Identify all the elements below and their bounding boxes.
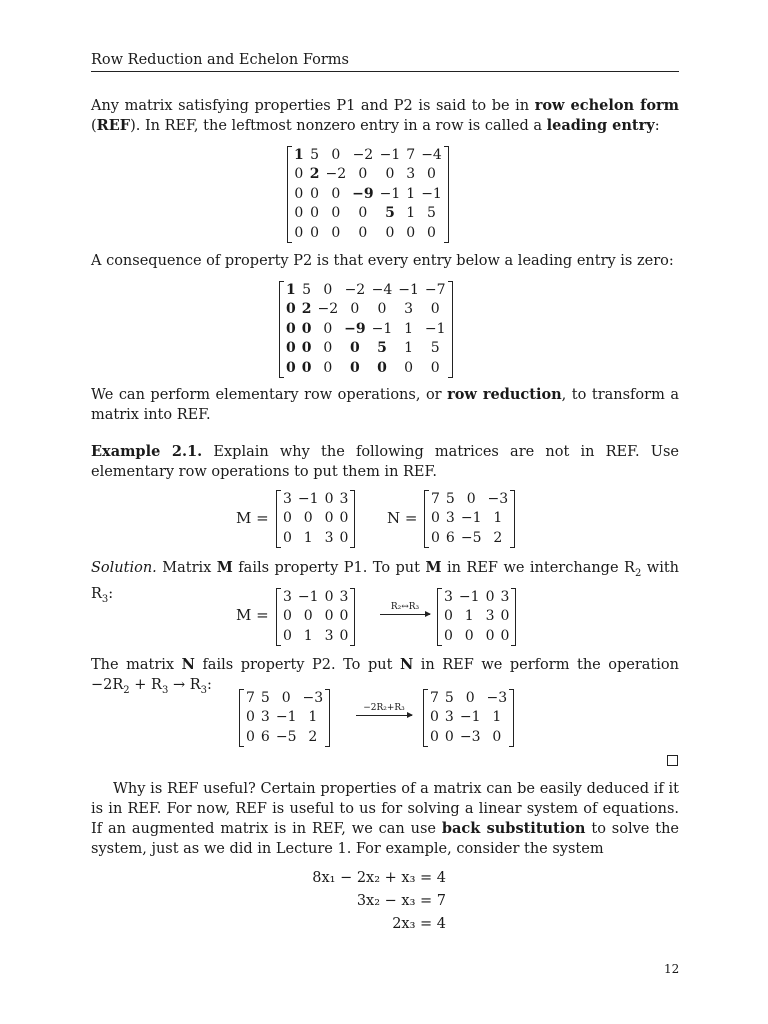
matrix-cell: 0 — [303, 510, 313, 527]
matrix-cell: 2 — [309, 166, 320, 183]
matrix-row — [243, 708, 326, 727]
matrix-cell: 0 — [350, 340, 360, 357]
matrix-zeros-below-leading — [279, 281, 453, 378]
paragraph-consequence: A consequence of property P2 is that every entry below a leading entry is zero: — [91, 253, 674, 269]
matrix-cell: 0 — [310, 185, 320, 202]
matrix-cell: 1 — [464, 608, 474, 625]
matrix-cell: −3 — [302, 690, 324, 706]
text: in REF we perform the operation −2R — [91, 657, 679, 693]
matrix-cell: 0 — [465, 690, 475, 706]
matrix-cell: 0 — [323, 340, 333, 357]
matrix-cell: 5 — [385, 205, 395, 222]
matrix-cell: 0 — [385, 224, 395, 241]
matrix-row — [291, 146, 445, 165]
running-header: Row Reduction and Echelon Forms — [91, 52, 349, 68]
matrix-cell: 0 — [350, 359, 360, 376]
matrix-cell: 0 — [323, 320, 333, 337]
matrix-cell: 5 — [444, 690, 454, 706]
matrix-cell: 0 — [485, 627, 495, 644]
matrix-cell: 3 — [283, 589, 292, 605]
example-statement — [91, 442, 679, 482]
matrix-cell: 0 — [427, 224, 436, 241]
text: → R — [168, 677, 201, 693]
matrix-cell: −1 — [379, 147, 401, 163]
matrix-row — [283, 359, 449, 378]
matrix-cell: 0 — [404, 359, 414, 376]
matrix-n — [424, 490, 515, 548]
text: Matrix — [156, 560, 217, 576]
matrix-cell: −1 — [459, 709, 481, 726]
matrix-cell: 1 — [492, 709, 502, 726]
matrix-cell: 0 — [358, 166, 368, 183]
matrix-row — [427, 728, 510, 747]
matrix-cell: 3 — [485, 608, 495, 625]
matrix-cell: 0 — [294, 205, 304, 222]
text: fails property P2. To put — [194, 657, 400, 673]
matrix-cell: 1 — [294, 147, 304, 163]
matrix-cell: 0 — [430, 301, 440, 318]
matrix-cell: −2 — [325, 166, 347, 183]
matrix-cell: 0 — [331, 185, 341, 202]
matrix-cell: 5 — [445, 491, 455, 507]
matrix-cell: 0 — [310, 224, 320, 241]
matrix-row — [280, 490, 351, 509]
matrix-row — [441, 588, 512, 607]
matrix-cell: −5 — [460, 529, 482, 546]
matrix-cell: 0 — [286, 359, 296, 376]
matrix-cell: 6 — [445, 529, 455, 546]
matrix-cell: 0 — [444, 608, 453, 625]
matrix-cell: 1 — [406, 205, 416, 222]
matrix-cell: −3 — [486, 690, 508, 706]
matrix-cell: 5 — [302, 282, 312, 298]
matrix-cell: −1 — [379, 185, 401, 202]
matrix-row — [291, 185, 445, 204]
equation-3: 2x₃ = 4 — [392, 916, 446, 932]
subscript: 2 — [634, 567, 642, 579]
matrix-row — [280, 627, 351, 646]
matrix-cell: 7 — [246, 690, 255, 706]
matrix-row — [243, 689, 326, 708]
matrix-cell: 0 — [286, 340, 296, 357]
matrix-cell: −5 — [275, 728, 297, 745]
matrix-cell: 7 — [431, 491, 440, 507]
matrix-cell: 0 — [283, 529, 292, 546]
matrix-cell: 0 — [466, 491, 476, 507]
matrix-cell: 5 — [310, 147, 320, 163]
matrix-cell: 3 — [445, 510, 455, 527]
matrix-grid — [243, 689, 326, 747]
matrix-cell: 1 — [404, 340, 414, 357]
term-row-reduction: row reduction — [447, 386, 562, 403]
matrix-cell: 0 — [286, 301, 296, 318]
matrix-cell: 0 — [281, 690, 291, 706]
qed-box-icon — [667, 755, 678, 766]
matrix-cell: 1 — [493, 510, 503, 527]
matrix-cell: 0 — [323, 359, 333, 376]
matrix-row — [283, 300, 449, 319]
matrix-ref-example — [287, 146, 449, 243]
matrix-cell: −4 — [421, 147, 442, 163]
text: : — [654, 118, 660, 134]
matrix-cell: −2 — [317, 301, 339, 318]
matrix-cell: 0 — [431, 510, 440, 527]
subscript: 3 — [161, 684, 169, 696]
matrix-cell: −3 — [487, 491, 509, 507]
matrix-cell: 0 — [331, 205, 341, 222]
matrix-row — [280, 588, 351, 607]
text: : — [108, 585, 114, 602]
matrix-row — [428, 529, 511, 548]
matrix-cell: 0 — [324, 491, 334, 507]
matrix-cell: 0 — [339, 529, 349, 546]
row-operation-arrow — [356, 703, 412, 716]
matrix-cell: 0 — [303, 608, 313, 625]
term-back-substitution: back substitution — [441, 820, 586, 837]
matrix-n-before — [239, 689, 330, 747]
matrix-cell: 0 — [430, 709, 439, 726]
matrix-cell: −1 — [421, 185, 442, 202]
matrix-row — [283, 339, 449, 358]
matrix-cell: 3 — [444, 709, 454, 726]
text: We can perform elementary row operations, or — [91, 387, 448, 403]
paragraph-ref-definition — [91, 96, 679, 136]
matrix-cell: 3 — [406, 166, 416, 183]
matrix-cell: 0 — [444, 627, 453, 644]
arrow-icon — [380, 614, 430, 615]
matrix-cell: −1 — [297, 491, 319, 507]
matrix-cell: 0 — [427, 166, 436, 183]
term-ref: REF — [96, 117, 131, 134]
paragraph-row-reduction — [91, 385, 679, 425]
matrix-n-after — [423, 689, 514, 747]
text: N — [399, 656, 414, 673]
arrow-label: −2R₂+R₃ — [363, 703, 405, 713]
solution-label: Solution. — [91, 560, 157, 576]
matrix-cell: 6 — [260, 728, 270, 745]
matrix-cell: 2 — [493, 529, 503, 546]
matrix-cell: 0 — [324, 589, 334, 605]
text: to solve the system, just as we did in Lecture 1. For example, consider the system — [91, 821, 679, 857]
matrix-cell: −1 — [460, 510, 482, 527]
matrix-cell: 3 — [260, 709, 270, 726]
matrix-cell: 0 — [246, 728, 255, 745]
matrix-cell: 0 — [283, 627, 292, 644]
matrix-row — [283, 281, 449, 300]
matrix-cell: −1 — [275, 709, 297, 726]
header-rule — [91, 71, 679, 72]
matrix-grid — [280, 588, 351, 646]
matrix-cell: 5 — [430, 340, 440, 357]
text: , to transform a matrix into REF. — [91, 387, 679, 423]
matrix-cell: 3 — [324, 529, 334, 546]
matrix-row — [280, 607, 351, 626]
matrix-cell: 3 — [324, 627, 334, 644]
matrix-m-before — [276, 588, 355, 646]
text: in REF we interchange R — [441, 560, 635, 576]
matrix-cell: 3 — [339, 491, 349, 507]
matrix-cell: 0 — [430, 728, 439, 745]
matrix-row — [280, 529, 351, 548]
matrix-cell: 7 — [430, 690, 439, 706]
matrix-cell: 0 — [331, 147, 341, 163]
text: ( — [91, 118, 97, 134]
matrix-cell: 0 — [283, 608, 292, 625]
matrix-cell: −9 — [352, 185, 374, 202]
matrix-cell: 5 — [377, 340, 387, 357]
matrix-cell: 2 — [301, 301, 312, 318]
text: : — [207, 677, 212, 693]
text: with R — [91, 560, 679, 602]
matrix-cell: 0 — [406, 224, 416, 241]
equation-2: 3x₂ − x₃ = 7 — [356, 893, 446, 909]
matrix-row — [291, 224, 445, 243]
matrix-cell: 0 — [331, 224, 341, 241]
matrix-cell: −1 — [371, 320, 393, 337]
arrow-label: R₂↔R₃ — [390, 602, 420, 612]
matrix-cell: 0 — [301, 320, 312, 337]
matrix-cell: −1 — [424, 320, 446, 337]
matrix-cell: 3 — [404, 301, 414, 318]
matrix-cell: −2 — [352, 147, 374, 163]
arrow-icon — [356, 715, 412, 716]
matrix-cell: −7 — [424, 282, 446, 298]
matrix-cell: 3 — [444, 589, 453, 605]
matrix-cell: 0 — [485, 589, 495, 605]
matrix-grid — [283, 281, 449, 378]
matrix-row — [428, 490, 511, 509]
matrix-cell: 1 — [406, 185, 416, 202]
matrix-grid — [291, 146, 445, 243]
matrix-row — [428, 509, 511, 528]
matrix-row — [427, 689, 510, 708]
matrix-cell: −1 — [398, 282, 419, 298]
text: N — [181, 656, 195, 673]
linear-system — [300, 867, 446, 936]
matrix-cell: 1 — [303, 529, 313, 546]
matrix-grid — [427, 689, 510, 747]
matrix-row — [441, 607, 512, 626]
matrix-cell: 5 — [427, 205, 436, 222]
matrix-cell: 0 — [358, 224, 368, 241]
matrix-m-label-2: M = — [236, 606, 269, 624]
subscript: 3 — [101, 593, 109, 605]
text: Explain why the following matrices are not in REF. Use elementary row operations to put them in REF. — [91, 444, 679, 480]
matrix-cell: 0 — [324, 608, 334, 625]
term-leading-entry: leading entry — [546, 117, 655, 134]
matrix-cell: −3 — [459, 728, 481, 745]
matrix-row — [291, 204, 445, 223]
matrix-cell: 0 — [377, 301, 387, 318]
matrix-cell: 3 — [500, 589, 510, 605]
matrix-cell: 0 — [444, 728, 454, 745]
matrix-cell: 0 — [339, 608, 349, 625]
matrix-cell: 0 — [294, 224, 304, 241]
example-label: Example 2.1. — [91, 443, 203, 460]
matrix-cell: 5 — [260, 690, 270, 706]
matrix-cell: 1 — [286, 282, 296, 298]
equation-1: 8x₁ − 2x₂ + x₃ = 4 — [312, 870, 446, 886]
matrix-grid — [280, 490, 351, 548]
matrix-cell: 0 — [377, 359, 387, 376]
matrix-cell: 0 — [294, 185, 304, 202]
page-number: 12 — [664, 962, 680, 976]
matrix-cell: 3 — [283, 491, 292, 507]
matrix-cell: 0 — [324, 510, 334, 527]
matrix-cell: 0 — [301, 359, 312, 376]
text: M — [425, 559, 442, 576]
matrix-cell: 2 — [308, 728, 318, 745]
matrix-cell: 3 — [339, 589, 349, 605]
matrix-n-label: N = — [387, 509, 418, 527]
term-row-echelon-form: row echelon form — [534, 97, 679, 114]
matrix-cell: −9 — [344, 320, 366, 337]
matrix-grid — [441, 588, 512, 646]
matrix-row — [280, 509, 351, 528]
row-swap-arrow — [380, 602, 430, 615]
matrix-row — [441, 627, 512, 646]
matrix-cell: 1 — [308, 709, 318, 726]
subscript: 2 — [123, 684, 130, 696]
matrix-cell: 0 — [500, 627, 510, 644]
matrix-cell: −1 — [458, 589, 480, 605]
matrix-row — [291, 165, 445, 184]
paragraph-why-ref — [91, 779, 679, 859]
text: The matrix — [91, 657, 182, 673]
text: fails property P1. To put — [232, 560, 426, 576]
matrix-cell: 1 — [303, 627, 313, 644]
matrix-cell: 0 — [310, 205, 320, 222]
matrix-cell: 0 — [294, 166, 304, 183]
matrix-cell: 0 — [246, 709, 255, 726]
matrix-grid — [428, 490, 511, 548]
subscript: 3 — [200, 684, 208, 696]
matrix-cell: 0 — [283, 510, 292, 527]
matrix-cell: −4 — [371, 282, 393, 298]
text: M — [216, 559, 233, 576]
matrix-m-after — [437, 588, 516, 646]
matrix-cell: 0 — [464, 627, 474, 644]
matrix-cell: 0 — [358, 205, 368, 222]
matrix-m-label: M = — [236, 509, 269, 527]
text: Why is REF useful? Certain properties of a matrix can be easily deduced if it is in REF. For now, REF is useful to us for solving a linear system of equations. If an augmented matrix is in REF, we can use — [91, 781, 679, 837]
matrix-row — [427, 708, 510, 727]
text: + R — [129, 677, 162, 693]
matrix-cell: 0 — [492, 728, 502, 745]
matrix-cell: 0 — [430, 359, 440, 376]
matrix-row — [243, 728, 326, 747]
matrix-cell: 0 — [350, 301, 360, 318]
text: Any matrix satisfying properties P1 and P2 is said to be in — [91, 98, 535, 114]
matrix-cell: −1 — [297, 589, 319, 605]
paragraph-n-fails — [91, 655, 679, 701]
matrix-cell: 0 — [339, 510, 349, 527]
matrix-cell: −2 — [344, 282, 366, 298]
matrix-cell: 1 — [404, 320, 414, 337]
matrix-cell: 0 — [301, 340, 312, 357]
matrix-row — [283, 320, 449, 339]
matrix-cell: 0 — [385, 166, 395, 183]
matrix-cell: 0 — [500, 608, 510, 625]
matrix-cell: 0 — [323, 282, 333, 298]
matrix-cell: 7 — [406, 147, 416, 163]
text: ). In REF, the leftmost nonzero entry in a row is called a — [130, 118, 547, 134]
matrix-m — [276, 490, 355, 548]
matrix-cell: 0 — [339, 627, 349, 644]
matrix-cell: 0 — [431, 529, 440, 546]
matrix-cell: 0 — [286, 320, 296, 337]
